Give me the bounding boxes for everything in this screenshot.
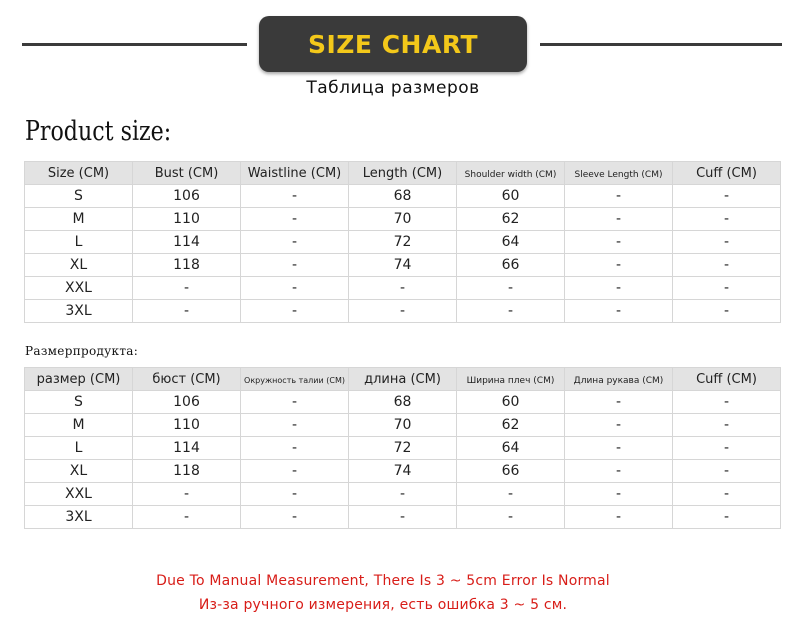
table-cell: - [565,231,673,254]
table-cell: 114 [133,437,241,460]
table-cell: - [241,277,349,300]
table-cell: 74 [349,254,457,277]
table-cell: - [565,277,673,300]
table-cell: 68 [349,391,457,414]
table-cell: 72 [349,437,457,460]
table-cell: M [25,208,133,231]
table-row [25,414,781,437]
table-cell: 66 [457,254,565,277]
table-cell: XL [25,460,133,483]
table-cell: XXL [25,483,133,506]
table-cell: 60 [457,185,565,208]
header-cell: длина (CM) [349,368,457,391]
table-cell: L [25,231,133,254]
table-header-row [25,162,781,185]
table-cell: - [133,483,241,506]
table-cell: 114 [133,231,241,254]
table-row [25,483,781,506]
header-cell: Cuff (CM) [673,162,781,185]
table-cell: - [457,300,565,323]
table-row [25,254,781,277]
table-cell: - [241,208,349,231]
table-cell: - [673,231,781,254]
table-cell: - [241,391,349,414]
table-cell: - [241,231,349,254]
table-cell: S [25,391,133,414]
table-cell: - [673,506,781,529]
table-cell: S [25,185,133,208]
size-table-ru [24,367,781,529]
table-cell: - [673,414,781,437]
table-cell: - [241,254,349,277]
product-size-title: Product size: [25,116,172,147]
table-cell: - [241,414,349,437]
table-cell: 60 [457,391,565,414]
table-cell: - [241,506,349,529]
table-cell: 68 [349,185,457,208]
product-size-title-ru: Размерпродукта: [25,344,139,358]
header-cell: размер (CM) [25,368,133,391]
measurement-note-ru: Из-за ручного измерения, есть ошибка 3 ~ 5 см. [198,597,568,613]
table-cell: - [241,300,349,323]
table-cell: 66 [457,460,565,483]
table-cell: 64 [457,437,565,460]
table-cell: - [673,391,781,414]
table-cell: 118 [133,254,241,277]
banner-subtitle: Таблица размеров [306,78,480,98]
table-cell: - [673,460,781,483]
table-cell: - [241,185,349,208]
table-cell: 62 [457,414,565,437]
table-cell: - [349,300,457,323]
header-cell: Length (CM) [349,162,457,185]
size-table-en [24,161,781,323]
table-row [25,437,781,460]
table-cell: 70 [349,414,457,437]
table-cell: - [673,483,781,506]
header-cell: Shoulder width (CM) [457,162,565,185]
table-cell: - [565,185,673,208]
header-cell: Окружность талии (CM) [241,368,349,391]
table-row [25,185,781,208]
table-cell: 110 [133,208,241,231]
table-cell: XXL [25,277,133,300]
table-row [25,300,781,323]
table-cell: 3XL [25,506,133,529]
table-row [25,277,781,300]
table-cell: - [565,414,673,437]
table-cell: M [25,414,133,437]
table-row [25,460,781,483]
table-cell: - [673,277,781,300]
header-rule-left [22,43,247,46]
size-chart-banner: SIZE CHART [259,16,527,72]
table-cell: - [349,277,457,300]
table-cell: - [565,391,673,414]
header-rule-right [540,43,782,46]
table-row [25,506,781,529]
table-cell: - [349,483,457,506]
table-cell: - [457,506,565,529]
table-cell: - [565,300,673,323]
table-cell: 118 [133,460,241,483]
table-cell: XL [25,254,133,277]
table-cell: - [673,437,781,460]
header-cell: Cuff (CM) [673,368,781,391]
header-cell: Bust (CM) [133,162,241,185]
table-cell: - [241,437,349,460]
header-cell: Size (CM) [25,162,133,185]
table-cell: - [457,277,565,300]
table-cell: 110 [133,414,241,437]
table-cell: - [565,460,673,483]
table-cell: - [673,208,781,231]
table-cell: - [133,506,241,529]
table-row [25,208,781,231]
table-row [25,391,781,414]
table-cell: L [25,437,133,460]
table-cell: - [133,277,241,300]
table-cell: 74 [349,460,457,483]
table-cell: - [673,300,781,323]
table-cell: 3XL [25,300,133,323]
table-cell: - [133,300,241,323]
table-cell: - [457,483,565,506]
table-cell: - [673,254,781,277]
table-cell: 70 [349,208,457,231]
header-cell: Sleeve Length (CM) [565,162,673,185]
table-cell: - [565,483,673,506]
table-cell: - [349,506,457,529]
measurement-note-en: Due To Manual Measurement, There Is 3 ~ 5cm Error Is Normal [156,573,610,589]
header-cell: Waistline (CM) [241,162,349,185]
table-header-row [25,368,781,391]
table-cell: - [565,208,673,231]
table-cell: 62 [457,208,565,231]
table-cell: 106 [133,185,241,208]
header-cell: Ширина плеч (CM) [457,368,565,391]
table-cell: 72 [349,231,457,254]
table-cell: - [241,460,349,483]
table-cell: - [565,506,673,529]
table-cell: - [565,437,673,460]
table-cell: - [241,483,349,506]
table-cell: 106 [133,391,241,414]
table-cell: 64 [457,231,565,254]
header-cell: Длина рукава (CM) [565,368,673,391]
table-row [25,231,781,254]
header-cell: бюст (CM) [133,368,241,391]
table-cell: - [673,185,781,208]
table-cell: - [565,254,673,277]
